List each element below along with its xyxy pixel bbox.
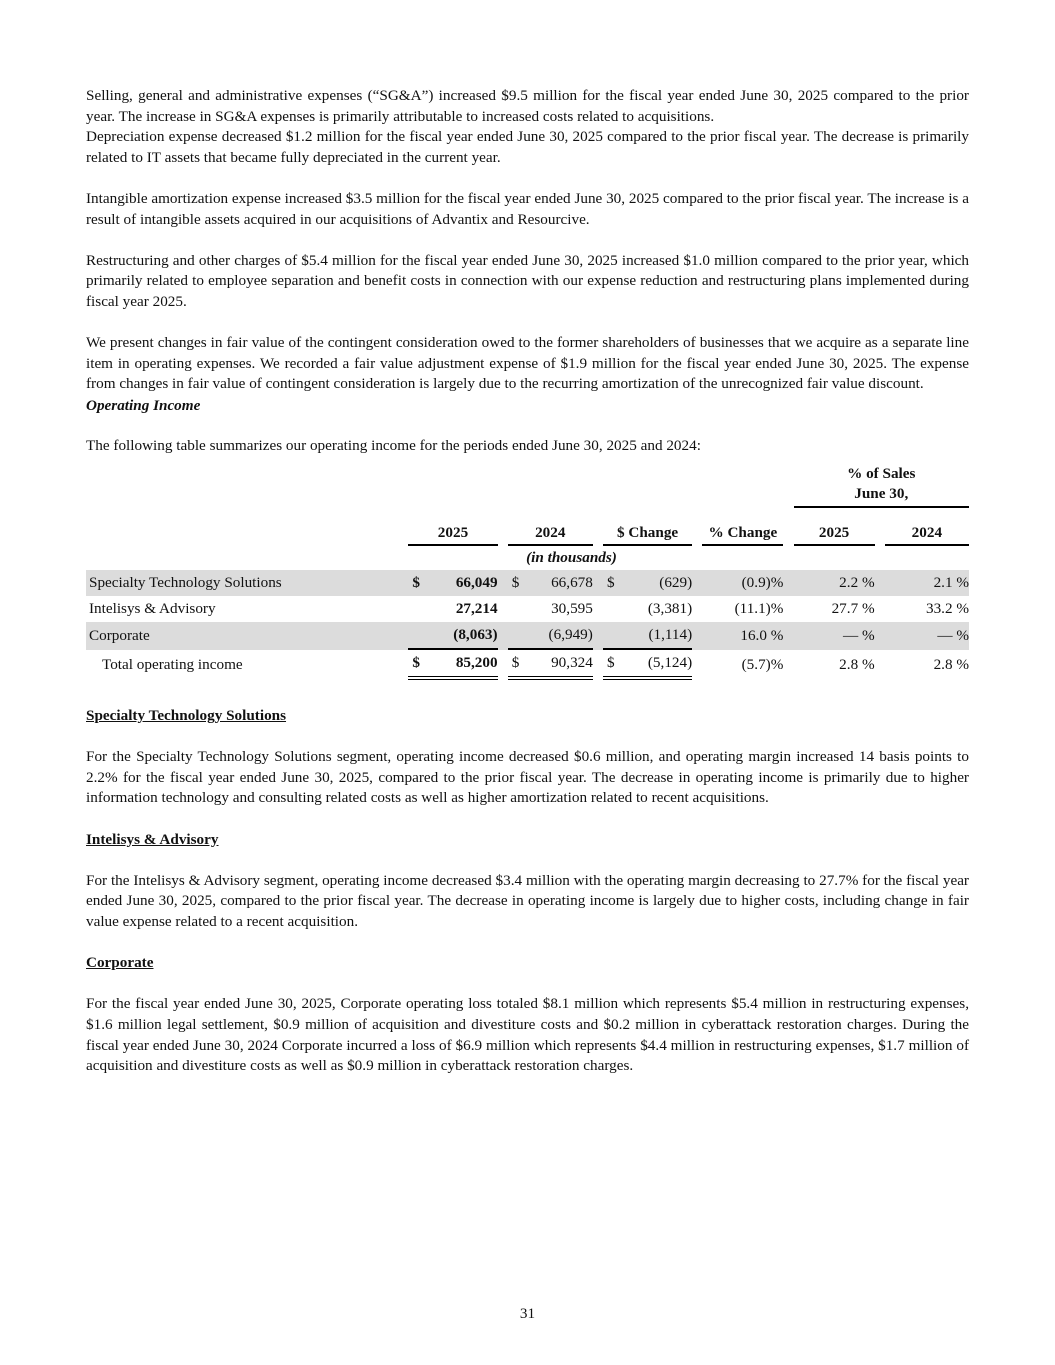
pct-of-sales-header: % of Sales — [847, 465, 916, 483]
dollar-change: (629) — [617, 570, 692, 596]
corporate-paragraph: For the fiscal year ended June 30, 2025, Corporate operating loss totaled $8.1 million which represents $5.4 million in restructuring expenses, $1.6 million legal settlement, $0.9 million of acquisition and divestiture costs and $0.2 million in cyberattack restoration charges. During the fiscal year ended June 30, 2024 Corporate incurred a loss of $6.9 million which represents $4.4 million in restructuring expenses, $1.7 million of acquisition and divestiture costs as well as $0.9 million in cyberattack restoration charges. — [86, 995, 969, 1075]
dollar-change: (1,114) — [617, 622, 692, 650]
page-number: 31 — [519, 1305, 536, 1322]
col-header-dollar-change: $ Change — [603, 508, 692, 546]
units-label: (in thousands) — [526, 549, 617, 567]
operating-income-intro: The following table summarizes our operating income for the periods ended June 30, 2025 and 2024: — [86, 436, 701, 454]
pct-change: 16.0 % — [702, 622, 783, 650]
contingent-consideration-paragraph: We present changes in fair value of the contingent consideration owed to the former shareholders of businesses that we acquire as a separate line item in operating expenses. We recorded a fair value adjustment expense of $1.9 million for the fiscal year ended June 30, 2025. The expense from changes in fair value of contingent consideration is largely due to the recurring amortization of the unrecognized fair value discount. — [86, 334, 969, 393]
pct-sales-2025: 2.2 % — [794, 570, 875, 596]
pct-change: (11.1)% — [734, 600, 784, 618]
col-header-2025: 2025 — [408, 508, 497, 546]
corporate-heading: Corporate — [86, 954, 154, 972]
pct-sales-2024: — % — [885, 622, 969, 650]
value-2025: 66,049 — [423, 570, 498, 596]
pct-sales-2024: 2.1 % — [885, 570, 969, 596]
table-row — [86, 622, 969, 650]
pct-change: (0.9)% — [702, 570, 783, 596]
pct-change: (5.7)% — [741, 656, 784, 674]
currency-symbol: $ — [603, 650, 617, 680]
table-row-total — [86, 650, 969, 680]
depreciation-paragraph: Depreciation expense decreased $1.2 million for the fiscal year ended June 30, 2025 compared to the prior fiscal year. The decrease is primarily related to IT assets that became fully depreciated in the current year. — [86, 128, 969, 166]
col-header-pct-change: % Change — [702, 508, 783, 546]
currency-symbol: $ — [508, 570, 522, 596]
value-2025: 27,214 — [455, 600, 498, 618]
document-page — [86, 86, 969, 1077]
dollar-change: (3,381) — [647, 600, 693, 618]
currency-symbol: $ — [603, 570, 617, 596]
intelisys-paragraph: For the Intelisys & Advisory segment, operating income decreased $3.4 million with the operating margin decreasing to 27.7% for the fiscal year ended June 30, 2025, compared to the prior fiscal year. The decrease in operating income is largely due to higher costs, including change in fair value expense related to a recent acquisition. — [86, 871, 969, 931]
sga-paragraph: Selling, general and administrative expenses (“SG&A”) increased $9.5 million for the fiscal year ended June 30, 2025 compared to the prior year. The increase in SG&A expenses is primarily attributable to increased costs related to acquisitions. — [86, 87, 969, 125]
row-label: Specialty Technology Solutions — [86, 570, 408, 596]
pct-sales-2024: 2.8 % — [933, 656, 969, 674]
value-2024: (6,949) — [522, 622, 593, 650]
row-label: Intelisys & Advisory — [89, 600, 216, 618]
operating-income-heading: Operating Income — [86, 396, 201, 414]
sts-paragraph: For the Specialty Technology Solutions segment, operating income decreased $0.6 million, and operating margin increased 14 basis points to 2.2% for the fiscal year ended June 30, 2025, compared to the prior fiscal year. The decrease in operating income is primarily due to higher information technology and consulting related costs as well as higher amortization related to recent acquisitions. — [86, 748, 969, 807]
row-label: Corporate — [86, 622, 408, 650]
value-2024: 90,324 — [522, 650, 593, 680]
col-header-sales-2025: 2025 — [794, 508, 875, 546]
table-row — [86, 596, 969, 622]
dollar-change: (5,124) — [617, 650, 692, 680]
intelisys-heading: Intelisys & Advisory — [86, 830, 219, 848]
operating-income-table — [86, 462, 969, 680]
currency-symbol: $ — [408, 650, 422, 680]
pct-sales-2025: 27.7 % — [831, 600, 875, 618]
pct-sales-2025: 2.8 % — [839, 656, 875, 674]
june-30-header: June 30, — [854, 485, 909, 503]
row-label: Total operating income — [102, 656, 243, 674]
amortization-paragraph: Intangible amortization expense increased $3.5 million for the fiscal year ended June 30, 2025 compared to the prior fiscal year. The increase is a result of intangible assets acquired in our acquisitions of Advantix and Resourcive. — [86, 189, 969, 228]
restructuring-paragraph: Restructuring and other charges of $5.4 million for the fiscal year ended June 30, 2025 increased $1.0 million compared to the prior year, which primarily related to employee separation and benefit costs in connection with our expense reduction and restructuring plans implemented during fiscal year 2025. — [86, 251, 969, 310]
currency-symbol: $ — [508, 650, 522, 680]
col-header-2024: 2024 — [508, 508, 593, 546]
value-2025: (8,063) — [423, 622, 498, 650]
value-2025: 85,200 — [423, 650, 498, 680]
value-2024: 66,678 — [522, 570, 593, 596]
currency-symbol: $ — [408, 570, 422, 596]
pct-sales-2025: — % — [794, 622, 875, 650]
pct-sales-2024: 33.2 % — [925, 600, 969, 618]
table-row — [86, 570, 969, 596]
sts-heading: Specialty Technology Solutions — [86, 707, 287, 725]
col-header-sales-2024: 2024 — [885, 508, 969, 546]
value-2024: 30,595 — [551, 600, 593, 618]
